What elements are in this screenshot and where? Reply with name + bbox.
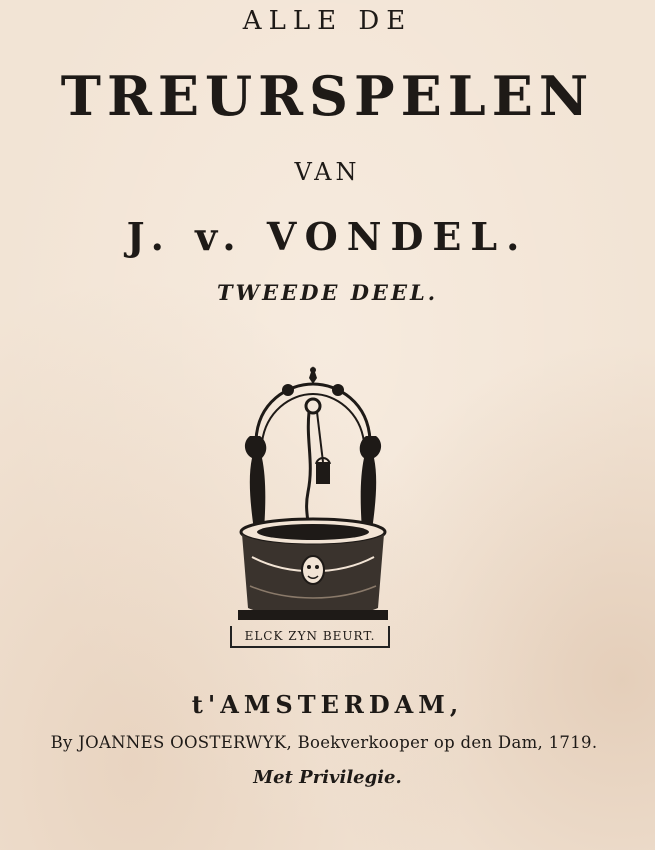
city-imprint: t'AMSTERDAM, [191,690,464,719]
well-icon [228,362,398,624]
title-line-van: VAN [294,158,361,186]
privilege-line: Met Privilegie. [253,767,402,788]
title-line-alle-de: ALLE DE [242,6,413,36]
title-main-treurspelen: TREURSPELEN [60,64,595,128]
motto-label: ELCK ZYN BEURT. [230,626,390,648]
author-name: J. v. VONDEL. [126,214,529,259]
volume-label: TWEEDE DEEL. [216,280,439,305]
publisher-imprint: By JOANNES OOSTERWYK, Boekverkooper op den Dam, 1719. [50,733,598,752]
